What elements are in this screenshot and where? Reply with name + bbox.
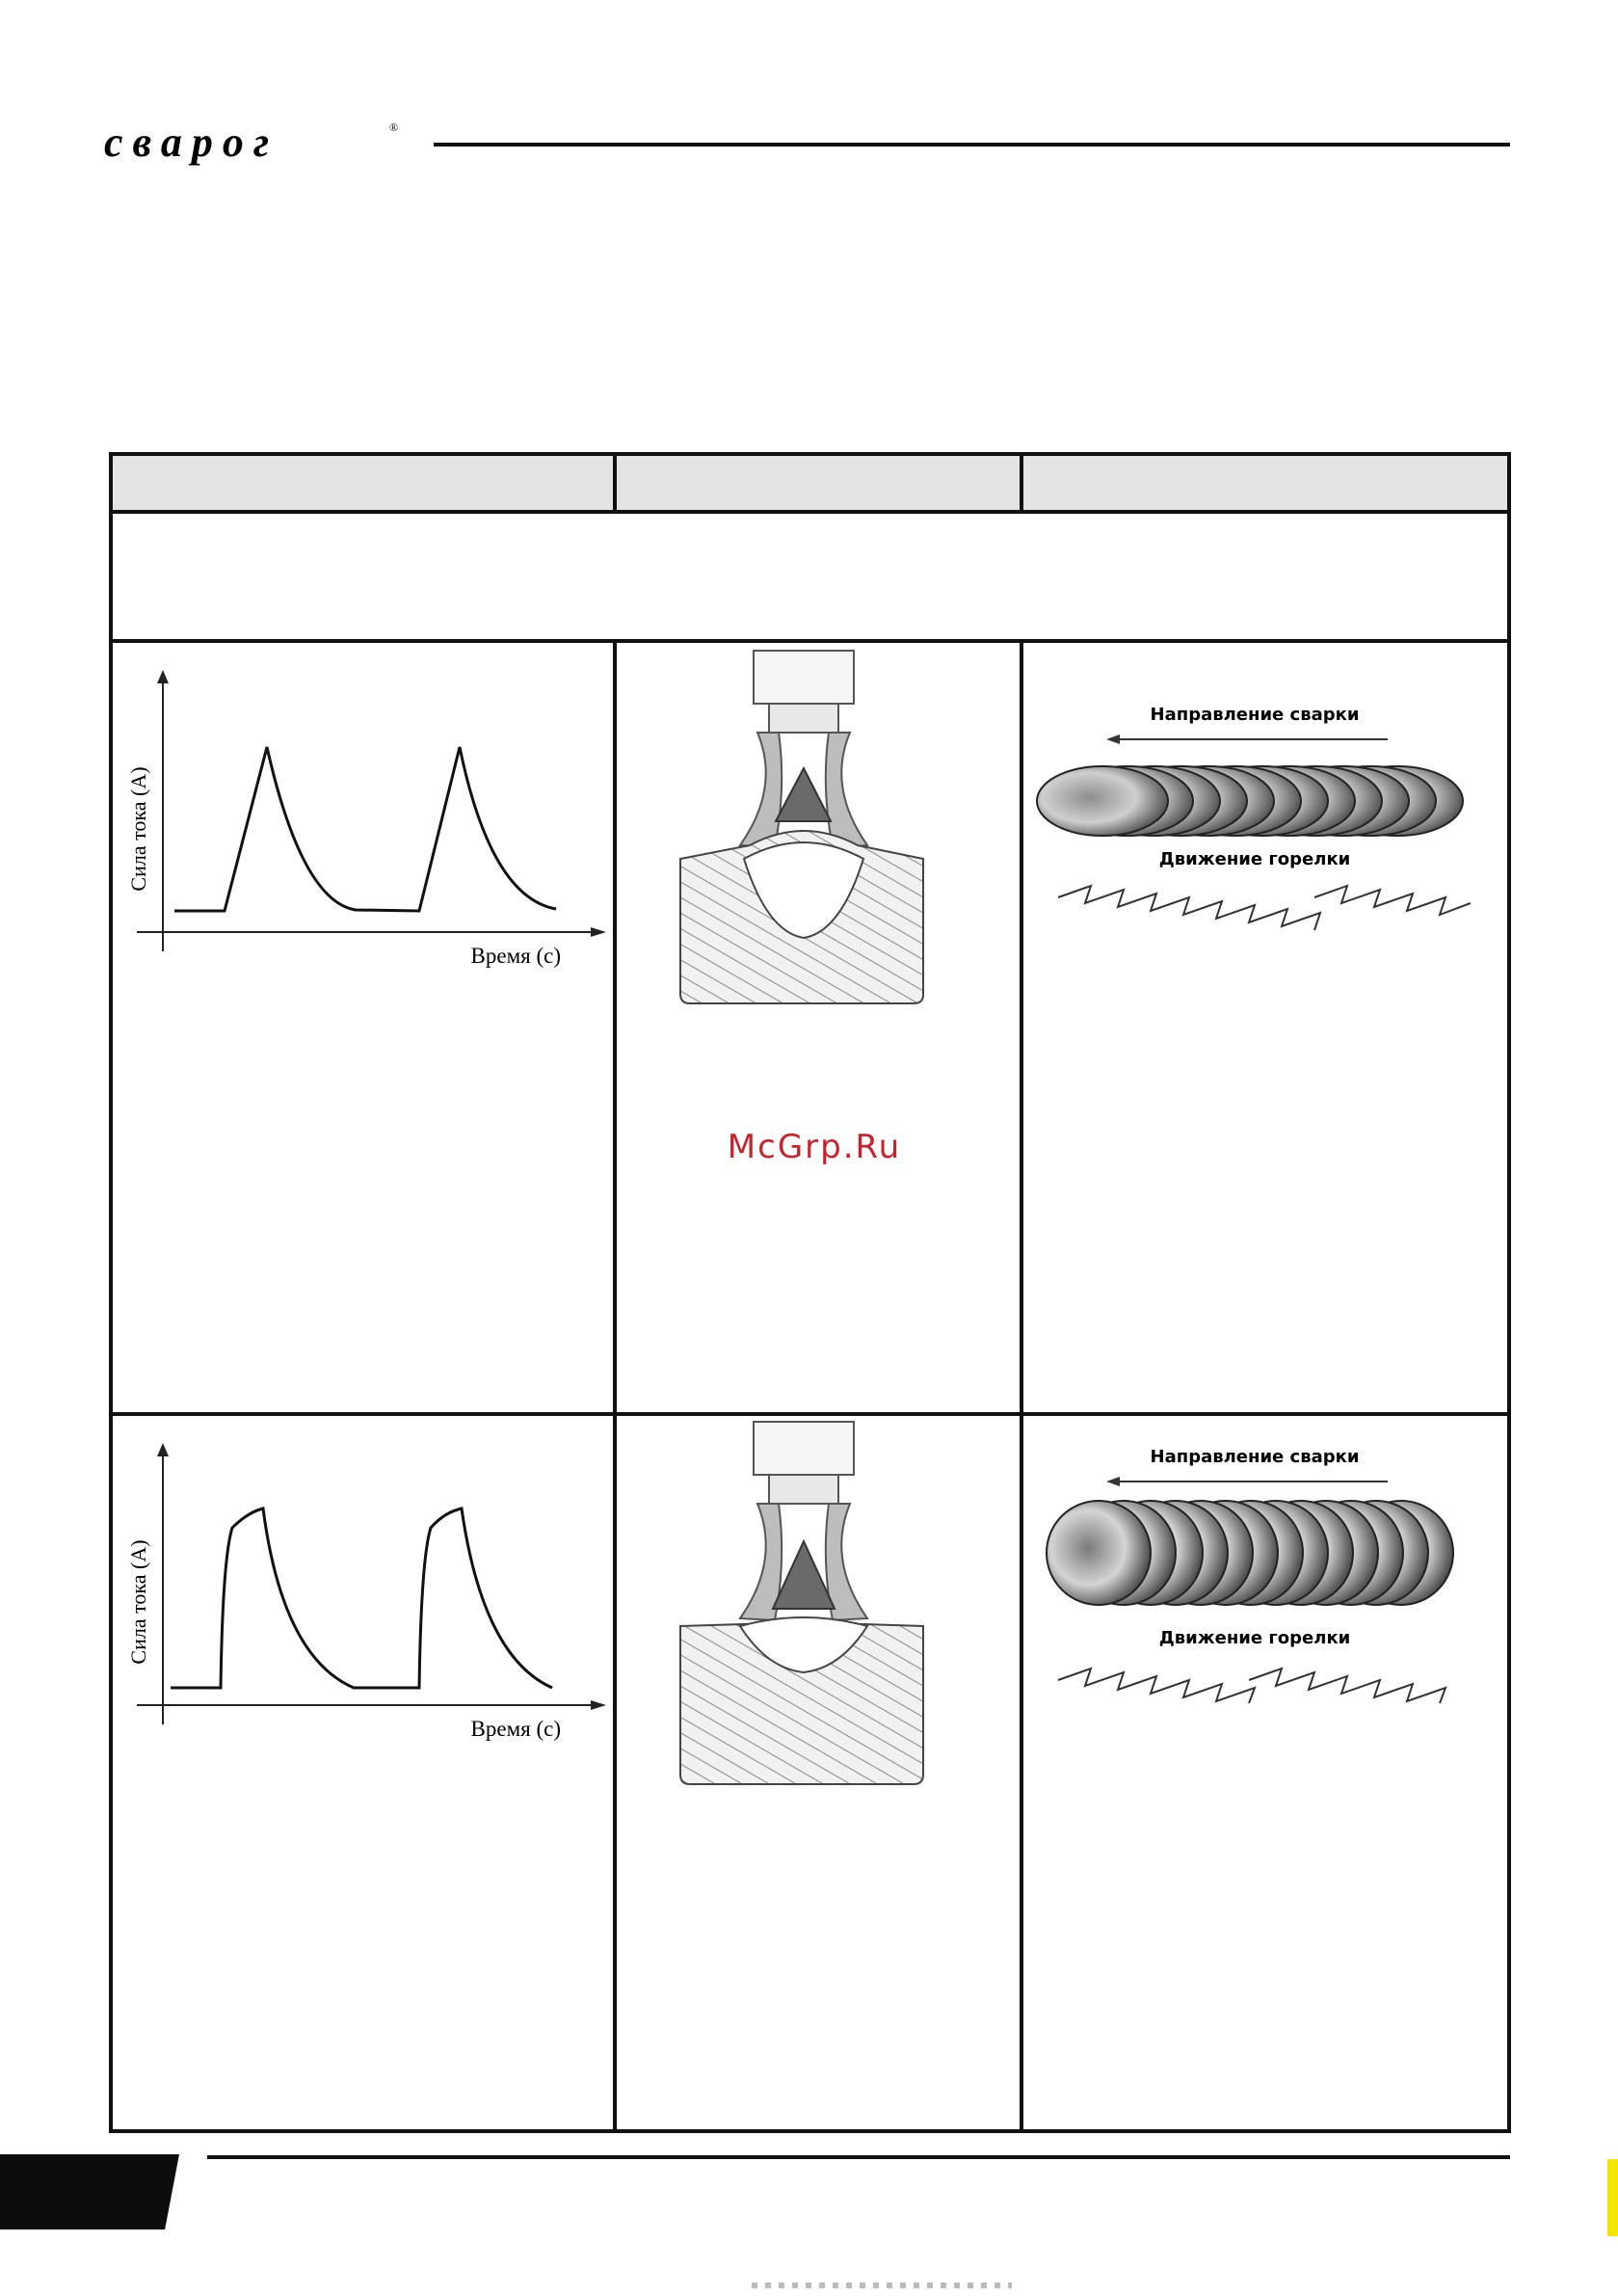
watermark: McGrp.Ru	[727, 1128, 902, 1166]
column-header-current	[113, 456, 613, 511]
footer-rule	[207, 2155, 1510, 2159]
weld-pool-diagram-row1	[617, 643, 1020, 1412]
torch-movement-zigzag	[1058, 886, 1471, 930]
technique-table	[109, 452, 1511, 2133]
y-axis-label: Сила тока (А)	[126, 1539, 150, 1665]
bead-appearance-row1	[1023, 643, 1507, 1412]
weld-bead	[1047, 1501, 1453, 1605]
bead-appearance-row2	[1023, 1416, 1507, 2133]
brand-logo-text: сварог	[104, 119, 279, 166]
weld-direction-label: Направление сварки	[1150, 705, 1360, 725]
column-header-pool	[617, 456, 1020, 511]
torch-movement-label: Движение горелки	[1158, 849, 1351, 869]
weld-pool-diagram-row2	[617, 1416, 1020, 2133]
y-axis-label: Сила тока (А)	[126, 766, 150, 892]
brand-logo	[104, 118, 409, 172]
x-axis-label: Время (с)	[470, 944, 561, 968]
bottom-print-marks	[752, 2283, 1012, 2288]
registered-mark: ®	[389, 120, 399, 134]
torch-movement-label: Движение горелки	[1158, 1628, 1351, 1648]
weld-bead	[1037, 766, 1463, 836]
x-axis-label: Время (с)	[470, 1717, 561, 1741]
current-graph-row2	[113, 1416, 613, 2133]
torch-movement-zigzag	[1058, 1669, 1446, 1703]
current-graph-row1	[113, 643, 613, 1412]
column-header-bead	[1023, 456, 1507, 511]
weld-direction-label: Направление сварки	[1150, 1447, 1360, 1467]
side-color-marker	[1607, 2159, 1618, 2236]
section-title-row	[113, 514, 1507, 639]
page-number-tab	[0, 2154, 179, 2229]
header-rule	[434, 143, 1510, 147]
